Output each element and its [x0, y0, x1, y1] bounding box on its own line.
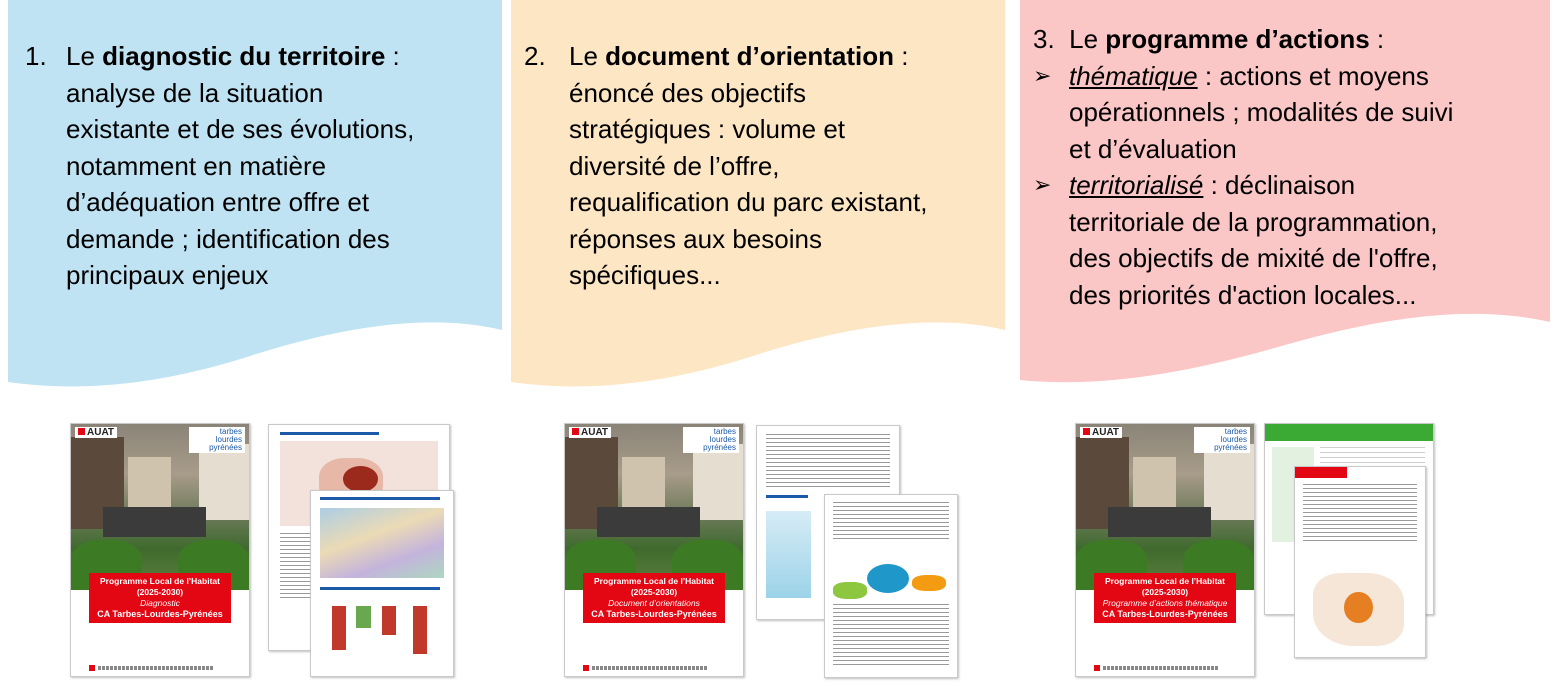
cover-org: CA Tarbes-Lourdes-Pyrénées [1102, 608, 1228, 619]
cover-actions [1075, 423, 1255, 677]
cover-footer [1094, 665, 1219, 671]
panel-number: 3. [1033, 24, 1055, 54]
panel-number: 2. [524, 41, 546, 71]
panel-line: principaux enjeux [66, 260, 269, 290]
diagnostic-chart-page [310, 490, 454, 677]
bullet-line: opérationnels ; modalités de suivi [1069, 97, 1454, 127]
bullet-line: et d’évaluation [1069, 133, 1237, 164]
panel-title: programme d’actions [1105, 24, 1370, 54]
panel-line: spécifiques... [569, 260, 721, 290]
panel-programme [1020, 0, 1550, 395]
cover-diagnostic [70, 423, 250, 677]
panel-line: notamment en matière [66, 150, 327, 181]
panel-line: stratégiques : volume et [569, 114, 846, 144]
panel-line: analyse de la situation [66, 77, 324, 108]
cover-title: Programme Local de l’Habitat (2025-2030) [594, 575, 714, 597]
tlp-logo: tarbes lourdes pyrénées [189, 427, 245, 453]
panel-title: diagnostic du territoire [102, 41, 386, 71]
bullet-keyword: territorialisé [1069, 170, 1204, 200]
auat-logo: AUAT [1080, 427, 1122, 438]
panel-heading: Le diagnostic du territoire : [66, 41, 400, 71]
cover-org: CA Tarbes-Lourdes-Pyrénées [591, 608, 717, 619]
panel-text [1033, 21, 1543, 313]
bullet-line: des objectifs de mixité de l'offre, [1069, 243, 1438, 273]
cover-banner [583, 573, 725, 623]
panel-line: diversité de l’offre, [569, 150, 780, 181]
panel-line: requalification du parc existant, [569, 187, 928, 217]
bullet-keyword: thématique [1069, 60, 1198, 91]
cover-title: Programme Local de l’Habitat (2025-2030) [1105, 575, 1225, 597]
cover-title: Programme Local de l’Habitat (2025-2030) [100, 575, 220, 597]
panel-line: réponses aux besoins [569, 223, 822, 254]
bullet-item: ➢ territorialisé : déclinaison territoriale de la programmation, des objectifs de mixité de l'offre, des priorités d'action locales... [1033, 167, 1543, 313]
orientation-schema-page [824, 494, 958, 678]
cover-footer [583, 665, 708, 671]
bullet-line: des priorités d'action locales... [1069, 279, 1417, 310]
panel-number: 1. [25, 41, 47, 71]
tlp-logo: tarbes lourdes pyrénées [683, 427, 739, 453]
cover-banner [89, 573, 231, 623]
panel-heading: Le document d’orientation : [569, 41, 909, 71]
panel-line: demande ; identification des [66, 223, 390, 254]
panel-line: d’adéquation entre offre et [66, 187, 370, 217]
cover-subtitle: Document d’orientations [608, 597, 700, 608]
cover-subtitle: Programme d’actions thématique [1102, 597, 1228, 608]
panel-heading: 3. Le programme d’actions : [1033, 24, 1385, 54]
arrow-bullet-icon: ➢ [1033, 62, 1052, 88]
panel-line: énoncé des objectifs [569, 77, 807, 108]
bullet-item: ➢ thématique : actions et moyens opérationnels ; modalités de suivi et d’évaluation [1033, 58, 1543, 168]
auat-logo: AUAT [569, 427, 611, 438]
cover-banner [1094, 573, 1236, 623]
panel-line: existante et de ses évolutions, [66, 114, 415, 144]
cover-org: CA Tarbes-Lourdes-Pyrénées [97, 608, 223, 619]
bullet-line: territoriale de la programmation, [1069, 206, 1438, 237]
cover-orientations [564, 423, 744, 677]
panel-title: document d’orientation [605, 41, 895, 71]
bullet-list [1033, 58, 1543, 314]
auat-logo: AUAT [75, 427, 117, 438]
panel-orientation [511, 0, 1005, 395]
cover-subtitle: Diagnostic [140, 597, 180, 608]
arrow-bullet-icon: ➢ [1033, 172, 1052, 197]
panel-diagnostic [8, 0, 502, 395]
actions-map-page [1294, 466, 1426, 658]
tlp-logo: tarbes lourdes pyrénées [1194, 427, 1250, 453]
cover-footer [89, 665, 214, 671]
